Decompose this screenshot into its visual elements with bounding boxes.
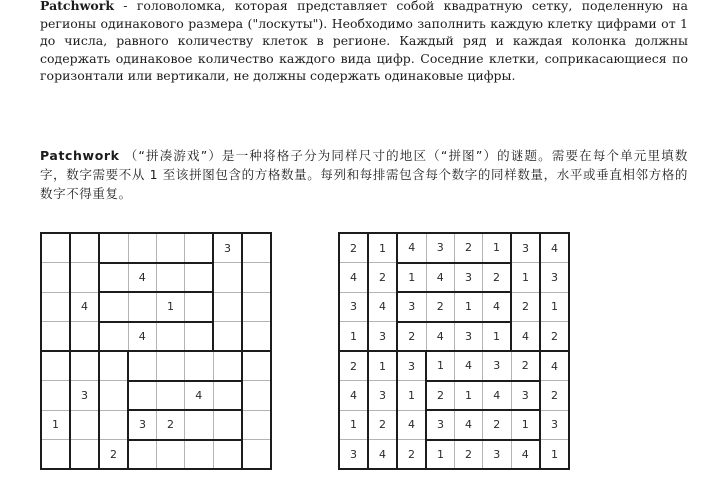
puzzle-cell: 1 [157,292,185,322]
solution-row [339,440,569,470]
puzzle-cell [157,322,185,352]
puzzle-cell [70,410,99,440]
solution-cell: 4 [483,292,512,322]
solution-cell: 2 [483,263,512,293]
solution-cell: 4 [455,410,483,440]
puzzle-cell [213,292,242,322]
solution-cell: 1 [540,292,569,322]
puzzle-grid [40,232,272,470]
solution-cell: 3 [426,233,455,263]
puzzle-cell [185,263,214,293]
solution-cell: 2 [368,263,397,293]
solution-cell: 2 [511,292,540,322]
puzzle-cell [213,410,242,440]
solution-cell: 1 [397,263,426,293]
solution-cell: 1 [511,410,540,440]
puzzle-cell: 2 [99,440,128,470]
puzzle-row [41,322,271,352]
puzzle-cell [157,351,185,381]
puzzle-cell [157,440,185,470]
puzzle-cell [242,263,271,293]
puzzle-cell [242,292,271,322]
puzzle-cell [242,381,271,411]
puzzle-cell [242,440,271,470]
solution-cell: 2 [426,381,455,411]
solution-cell: 4 [339,381,368,411]
term-patchwork: Patchwork [40,0,114,13]
puzzle-cell [70,322,99,352]
solution-cell: 3 [339,292,368,322]
solution-cell: 1 [339,322,368,352]
solution-cell: 1 [483,233,512,263]
solution-cell: 1 [455,381,483,411]
solution-cell: 4 [426,322,455,352]
puzzle-cell [70,351,99,381]
puzzle-cell [41,263,70,293]
puzzle-cell [213,322,242,352]
solution-cell: 1 [483,322,512,352]
puzzle-cell [213,440,242,470]
puzzle-cell [213,263,242,293]
solution-row [339,351,569,381]
solution-cell: 3 [483,440,512,470]
solution-cell: 4 [540,233,569,263]
solution-cell: 4 [397,410,426,440]
solution-grid [338,232,570,470]
solution-cell: 4 [540,351,569,381]
puzzle-row [41,440,271,470]
puzzle-cell [242,410,271,440]
solution-cell: 3 [511,381,540,411]
puzzle-cell [128,440,157,470]
puzzle-cell [41,292,70,322]
solution-cell: 2 [511,351,540,381]
solution-cell: 1 [511,263,540,293]
puzzle-cell [185,233,214,263]
solution-cell: 3 [339,440,368,470]
solution-row [339,292,569,322]
solution-cell: 4 [511,322,540,352]
puzzle-cell [41,381,70,411]
solution-cell: 4 [368,292,397,322]
solution-cell: 2 [397,322,426,352]
solution-cell: 2 [339,351,368,381]
solution-cell: 2 [397,440,426,470]
puzzle-cell [213,381,242,411]
solution-cell: 3 [455,322,483,352]
puzzle-cell [99,233,128,263]
solution-cell: 3 [455,263,483,293]
puzzle-cell [128,233,157,263]
puzzle-row [41,351,271,381]
puzzle-cell [185,292,214,322]
solution-cell: 3 [397,292,426,322]
puzzle-cell [99,263,128,293]
puzzle-cell [185,440,214,470]
term-patchwork: Patchwork [40,148,120,163]
solution-row [339,322,569,352]
puzzle-cell [242,351,271,381]
puzzle-cell: 4 [185,381,214,411]
puzzle-cell [157,233,185,263]
intro-paragraph-russian [40,0,688,85]
puzzle-cell [213,351,242,381]
solution-row [339,263,569,293]
puzzle-cell: 3 [213,233,242,263]
solution-cell: 1 [368,351,397,381]
solution-cell: 4 [511,440,540,470]
puzzle-cell: 4 [70,292,99,322]
solution-cell: 3 [397,351,426,381]
solution-cell: 1 [540,440,569,470]
solution-cell: 1 [426,351,455,381]
solution-cell: 2 [339,233,368,263]
puzzle-cell [128,351,157,381]
puzzle-cell [242,233,271,263]
solution-cell: 4 [339,263,368,293]
solution-cell: 1 [397,381,426,411]
solution-cell: 2 [455,233,483,263]
solution-cell: 2 [540,381,569,411]
puzzle-cell [128,381,157,411]
description-text: （“拼凑游戏”）是一种将格子分为同样尺寸的地区（“拼图”）的谜题。需要在每个单元里填数字，数字需要不从 1 至该拼图包含的方格数量。每列和每排需包含每个数字的同样数量，水平或垂直相邻方格的数字不得重复。 [40,148,688,201]
intro-paragraph-chinese [40,146,688,203]
solution-row [339,233,569,263]
puzzle-cell [242,322,271,352]
puzzle-cell [70,440,99,470]
solution-cell: 4 [455,351,483,381]
puzzle-cell [128,292,157,322]
puzzle-row [41,410,271,440]
puzzle-cell: 4 [128,263,157,293]
solution-cell: 3 [540,263,569,293]
solution-cell: 2 [483,410,512,440]
solution-cell: 3 [368,322,397,352]
solution-cell: 1 [426,440,455,470]
puzzle-cell: 4 [128,322,157,352]
puzzle-row [41,292,271,322]
solution-cell: 4 [426,263,455,293]
puzzle-cell [99,410,128,440]
solution-cell: 3 [483,351,512,381]
puzzle-cell [99,351,128,381]
solution-cell: 4 [483,381,512,411]
puzzle-cell: 1 [41,410,70,440]
puzzle-cell [157,263,185,293]
solution-cell: 2 [368,410,397,440]
description-text: - головоломка, которая представляет собой квадратную сетку, поделенную на регионы одинакового размера ("лоскуты"). Необходимо заполнить каждую клетку цифрами от 1 до числа, равного количеству клеток в регионе. Каждый ряд и каждая колонка должны содержать одинаковое количество каждого вида цифр. Соседние клетки, соприкасающиеся по горизонтали или вертикали, не должны содержать одинаковые цифры. [40,0,688,83]
puzzle-cell [185,322,214,352]
solution-cell: 4 [368,440,397,470]
puzzle-cell [99,292,128,322]
solution-cell: 1 [455,292,483,322]
solution-cell: 1 [339,410,368,440]
solution-row [339,410,569,440]
puzzle-cell [99,381,128,411]
puzzle-cell [41,351,70,381]
solution-cell: 1 [368,233,397,263]
solution-cell: 4 [397,233,426,263]
puzzle-cell: 3 [70,381,99,411]
puzzle-cell [157,381,185,411]
puzzle-cell [41,440,70,470]
puzzle-row [41,233,271,263]
puzzle-row [41,263,271,293]
solution-cell: 3 [426,410,455,440]
puzzle-cell [41,233,70,263]
solution-cell: 3 [368,381,397,411]
solution-cell: 2 [540,322,569,352]
solution-cell: 2 [426,292,455,322]
puzzle-cell: 2 [157,410,185,440]
puzzle-cell [41,322,70,352]
puzzle-row [41,381,271,411]
solution-cell: 3 [511,233,540,263]
puzzle-cell [185,410,214,440]
solution-row [339,381,569,411]
puzzle-cell [70,233,99,263]
solution-cell: 3 [540,410,569,440]
puzzle-cell: 3 [128,410,157,440]
solution-cell: 2 [455,440,483,470]
puzzle-cell [70,263,99,293]
puzzle-cell [99,322,128,352]
puzzle-cell [185,351,214,381]
